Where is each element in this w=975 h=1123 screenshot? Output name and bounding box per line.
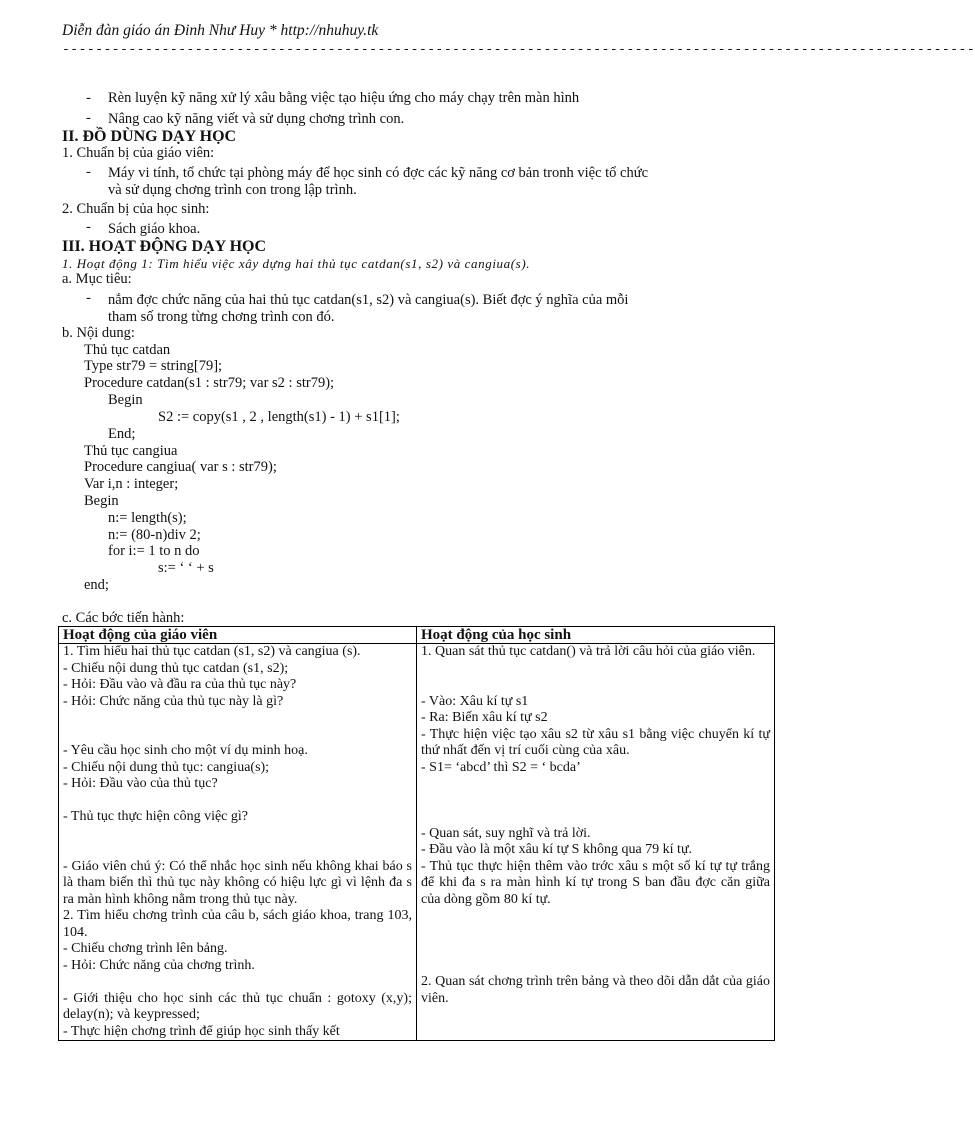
- student-line: - Thực hiện việc tạo xâu s2 từ xâu s1 bằng việc chuyển kí tự thứ nhất đến vị trí cuối cùng của xâu.: [421, 726, 770, 758]
- student-activities: [417, 644, 775, 1041]
- code-line: Var i,n : integer;: [84, 476, 179, 492]
- code-line: Procedure catdan(s1 : str79; var s2 : str79);: [84, 375, 335, 391]
- code-line: End;: [108, 426, 136, 442]
- list-item-text: nắm đợc chức năng của hai thủ tục catdan(s1, s2) và cangiua(s). Biết đợc ý nghĩa của mỗi: [108, 292, 629, 308]
- page-header: Diễn đàn giáo án Đinh Như Huy * http://nhuhuy.tk: [62, 22, 379, 39]
- code-line: n:= length(s);: [108, 510, 187, 526]
- code-line: end;: [84, 577, 109, 593]
- teacher-line: - Thực hiện chơng trình để giúp học sinh thấy kết: [63, 1023, 340, 1039]
- student-line: - Đầu vào là một xâu kí tự S không qua 79 kí tự.: [421, 842, 693, 857]
- column-header-teacher: Hoạt động của giáo viên: [59, 627, 417, 644]
- objective-item: Nâng cao kỹ năng viết và sử dụng chơng trình con.: [108, 111, 405, 127]
- student-line: 2. Quan sát chơng trình trên bảng và theo dõi dẫn dắt của giáo viên.: [421, 974, 770, 1006]
- teacher-line: - Hỏi: Chức năng của chơng trình.: [63, 957, 255, 973]
- student-line: - Vào: Xâu kí tự s1: [421, 693, 529, 709]
- objective-item: Rèn luyện kỹ năng xử lý xâu bằng việc tạo hiệu ứng cho máy chạy trên màn hình: [108, 90, 580, 106]
- teacher-line: - Yêu cầu học sinh cho một ví dụ minh hoạ.: [63, 743, 308, 758]
- code-line: Procedure cangiua( var s : str79);: [84, 459, 277, 475]
- teacher-line: - Hỏi: Đầu vào của thủ tục?: [63, 776, 218, 791]
- list-item: a. Mục tiêu:: [62, 271, 132, 287]
- list-item-text: Sách giáo khoa.: [108, 221, 201, 237]
- code-line: S2 := copy(s1 , 2 , length(s1) - 1) + s1[1];: [158, 409, 400, 425]
- code-line: n:= (80-n)div 2;: [108, 527, 201, 543]
- section-heading: III. HOẠT ĐỘNG DẠY HỌC: [62, 238, 267, 255]
- student-line: - S1= ‘abcd’ thì S2 = ‘ bcda’: [421, 759, 581, 775]
- student-line: 1. Quan sát thủ tục catdan() và trả lời câu hỏi của giáo viên.: [421, 644, 756, 659]
- student-line: - Thủ tục thực hiện thêm vào trớc xâu s một số kí tự tự trắng để khi đa s ra màn hình kí tự trong S ban đầu đợc căn giữa của dòng gồm 80 kí tự.: [421, 858, 770, 907]
- bullet-marker: -: [86, 219, 91, 235]
- teacher-line: - Giáo viên chú ý: Có thể nhắc học sinh nếu không khai báo s là tham biến thì thủ tục này không có hiệu lực gì vì lệnh đa s ra màn hình không nằm trong thủ tục này.: [63, 858, 412, 907]
- table-row: [59, 644, 775, 1041]
- list-item: b. Nội dung:: [62, 325, 135, 341]
- teacher-line: 1. Tìm hiểu hai thủ tục catdan (s1, s2) và cangiua (s).: [63, 644, 361, 659]
- list-item-text: Máy vi tính, tổ chức tại phòng máy để học sinh có đợc các kỹ năng cơ bản tronh việc tổ chức: [108, 165, 649, 181]
- code-line: s:= ‘ ‘ + s: [158, 560, 214, 576]
- student-line: - Quan sát, suy nghĩ và trả lời.: [421, 825, 591, 841]
- activity-title: 1. Hoạt động 1: Tìm hiểu việc xây dựng hai thủ tục catdan(s1, s2) và cangiua(s).: [62, 256, 531, 271]
- list-item: c. Các bớc tiến hành:: [62, 610, 185, 626]
- teacher-line: - Chiếu chơng trình lên bảng.: [63, 941, 228, 956]
- teacher-line: - Giới thiệu cho học sinh các thủ tục chuẩn : gotoxy (x,y); delay(n); và keypressed;: [63, 990, 412, 1022]
- list-item: 1. Chuẩn bị của giáo viên:: [62, 145, 215, 161]
- bullet-marker: -: [86, 90, 91, 106]
- code-line: Begin: [84, 493, 119, 509]
- bullet-marker: -: [86, 110, 91, 126]
- teacher-line: 2. Tìm hiểu chơng trình của câu b, sách giáo khoa, trang 103, 104.: [63, 908, 412, 940]
- code-line: Thủ tục catdan: [84, 342, 171, 358]
- section-heading: II. ĐỒ DÙNG DẠY HỌC: [62, 128, 237, 145]
- list-item-text: tham số trong từng chơng trình con đó.: [108, 309, 335, 325]
- table-header-row: [59, 627, 775, 644]
- bullet-marker: -: [86, 164, 91, 180]
- teacher-line: - Hỏi: Đầu vào và đầu ra của thủ tục này?: [63, 677, 297, 692]
- teacher-line: - Hỏi: Chức năng của thủ tục này là gì?: [63, 693, 284, 709]
- teacher-line: - Chiếu nội dung thủ tục catdan (s1, s2);: [63, 660, 289, 676]
- teacher-line: - Thủ tục thực hiện công việc gì?: [63, 809, 248, 824]
- teacher-activities: [59, 644, 417, 1041]
- code-line: Thủ tục cangiua: [84, 443, 178, 459]
- bullet-marker: -: [86, 290, 91, 306]
- header-divider: --------------------------------------------------------------------------------------------------------------: [62, 42, 975, 57]
- student-line: - Ra: Biến xâu kí tự s2: [421, 710, 548, 725]
- code-line: for i:= 1 to n do: [108, 543, 200, 559]
- list-item: 2. Chuẩn bị của học sinh:: [62, 201, 210, 217]
- teacher-line: - Chiếu nội dung thủ tục: cangiua(s);: [63, 759, 270, 775]
- column-header-student: Hoạt động của học sinh: [417, 627, 775, 644]
- code-line: Type str79 = string[79];: [84, 358, 223, 374]
- code-line: Begin: [108, 392, 143, 408]
- list-item-text: và sử dụng chơng trình con trong lập trình.: [108, 182, 357, 198]
- activity-table: [58, 626, 775, 1041]
